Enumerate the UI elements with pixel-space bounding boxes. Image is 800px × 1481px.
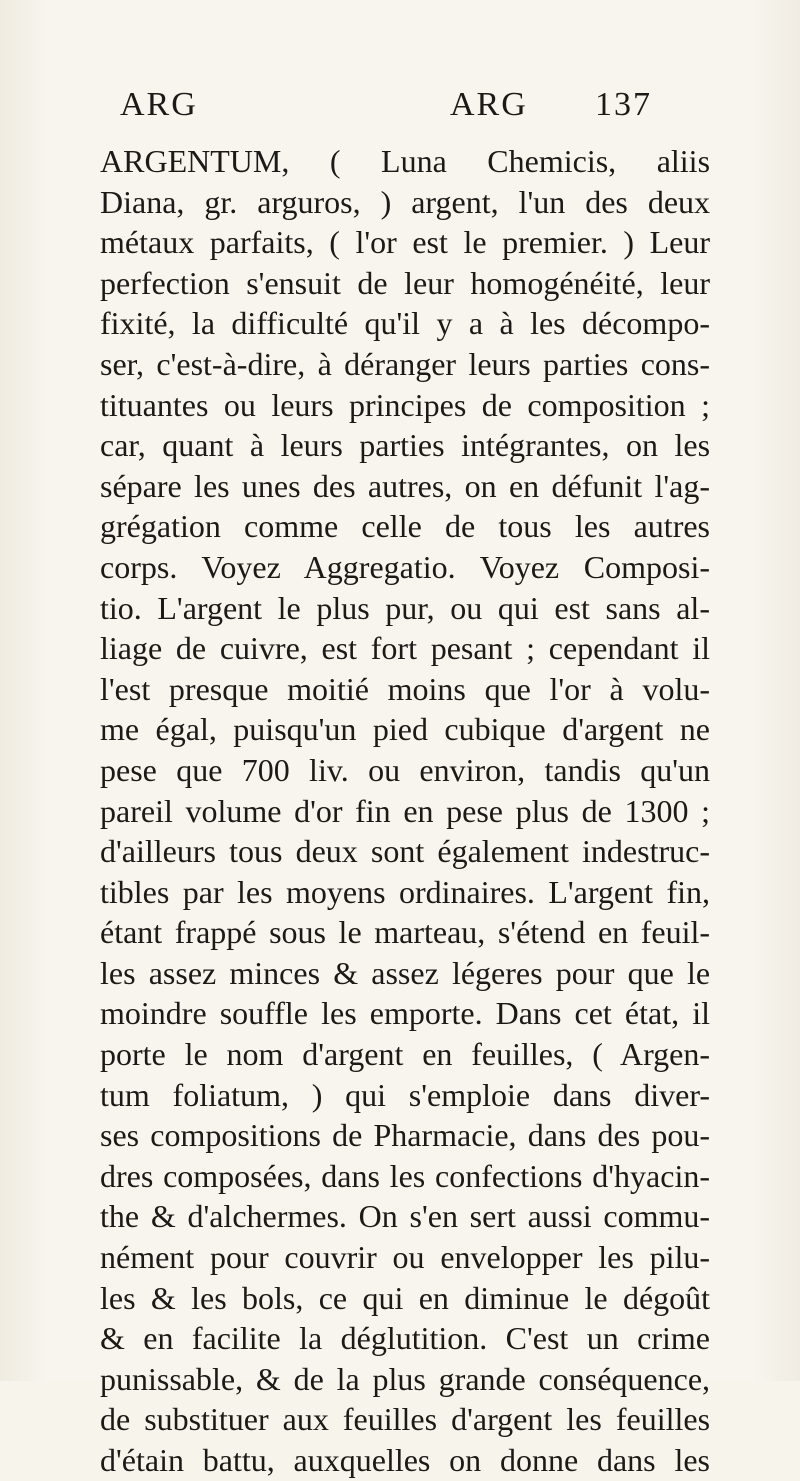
text-line: d'étain battu, auxquelles on donne dans les bbox=[100, 1442, 710, 1478]
text-line: ses compositions de Pharmacie, dans des pou- bbox=[100, 1117, 711, 1154]
text-line: l'est presque moitié moins que l'or à volu- bbox=[100, 670, 711, 707]
text-line: Diana, gr. arguros, ) argent, l'un des deux bbox=[100, 183, 711, 220]
text-line: porte le nom d'argent en feuilles, ( Argen- bbox=[100, 1036, 711, 1073]
text-line: tio. L'argent le plus pur, ou qui est sans al- bbox=[100, 589, 710, 626]
text-line: pareil volume d'or fin en pese plus de 1300 ; bbox=[100, 792, 710, 829]
text-line: pese que 700 liv. ou environ, tandis qu'un bbox=[100, 751, 711, 788]
text-line: ARGENTUM, ( Luna Chemicis, aliis bbox=[100, 143, 711, 179]
text-line: les assez minces & assez légeres pour que le bbox=[100, 954, 711, 991]
text-line: me égal, puisqu'un pied cubique d'argent ne bbox=[100, 711, 710, 748]
text-line: étant frappé sous le marteau, s'étend en feuil- bbox=[100, 914, 711, 951]
header-left: ARG bbox=[120, 86, 198, 123]
text-line: tituantes ou leurs principes de composition ; bbox=[100, 386, 710, 423]
running-header bbox=[120, 86, 720, 136]
text-line: moindre souffle les emporte. Dans cet état, il bbox=[100, 995, 710, 1032]
text-line: car, quant à leurs parties intégrantes, on les bbox=[100, 427, 711, 464]
text-line: de substituer aux feuilles d'argent les feuilles bbox=[100, 1401, 711, 1438]
text-line: punissable, & de la plus grande conséquence, bbox=[100, 1360, 711, 1397]
text-line: corps. Voyez Aggregatio. Voyez Composi- bbox=[100, 548, 710, 585]
text-line: fixité, la difficulté qu'il y a à les décompo- bbox=[100, 305, 710, 342]
text-line: tum foliatum, ) qui s'emploie dans diver- bbox=[100, 1076, 711, 1113]
text-line: perfection s'ensuit de leur homogénéité, leur bbox=[100, 264, 710, 301]
text-line: tibles par les moyens ordinaires. L'argent fin, bbox=[100, 873, 710, 910]
text-line: d'ailleurs tous deux sont également indestruc- bbox=[100, 833, 710, 870]
text-line: les & les bols, ce qui en diminue le dégoût bbox=[100, 1279, 711, 1316]
text-line: ser, c'est-à-dire, à déranger leurs parties cons- bbox=[100, 345, 711, 382]
article-text bbox=[100, 141, 710, 1481]
header-right: ARG bbox=[450, 86, 528, 123]
text-line: dres composées, dans les confections d'hyacin- bbox=[100, 1157, 710, 1194]
page-number: 137 bbox=[595, 86, 652, 123]
text-line: & en facilite la déglutition. C'est un crime bbox=[100, 1320, 710, 1357]
text-line: nément pour couvrir ou envelopper les pilu- bbox=[100, 1239, 711, 1276]
text-line: the & d'alchermes. On s'en sert aussi commu- bbox=[100, 1198, 711, 1235]
text-line: liage de cuivre, est fort pesant ; cependant il bbox=[100, 630, 710, 667]
text-line: grégation comme celle de tous les autres bbox=[100, 508, 711, 545]
text-line: métaux parfaits, ( l'or est le premier. ) Leur bbox=[100, 224, 711, 261]
text-line: sépare les unes des autres, on en défunit l'ag- bbox=[100, 467, 710, 504]
